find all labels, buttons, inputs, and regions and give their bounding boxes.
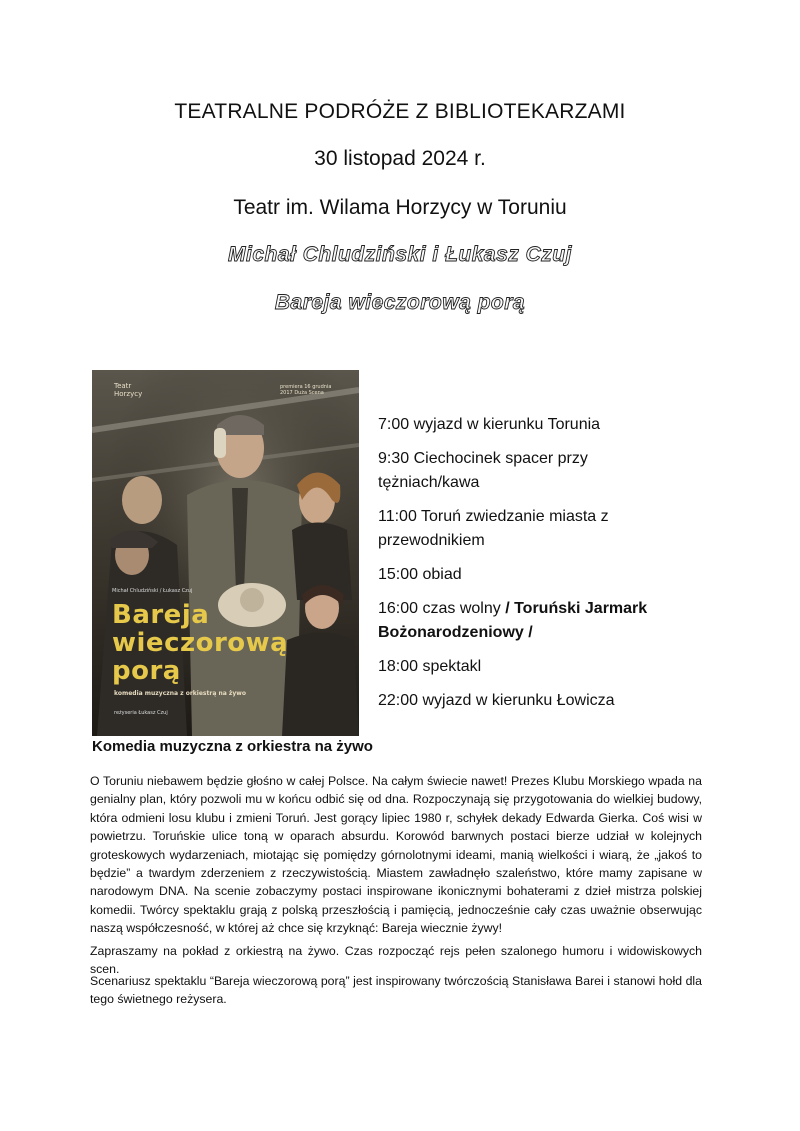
description-paragraph: O Toruniu niebawem będzie głośno w całej Polsce. Na całym świecie nawet! Prezes Klubu Morskiego wpada na genialny plan, który pozwoli mu w końcu odbić się od dna. Rozpoczynają się przygotowania do wielkiej budowy, która odmieni losu klubu i zmieni Toruń. Jest gorący lipiec 1980 r, schyłek dekady Edwarda Gierka. Coś wisi w powietrzu. Toruńskie ulice toną w oparach absurdu. Korowód barwnych postaci bierze udział w kolejnych groteskowych wydarzeniach, miotając się pomiędzy górnolotnymi ideami, manią wielkości i wiarą, że „jakoś to będzie” a twardym zderzeniem z rzeczywistością. Miastem zawładnęło szaleństwo, które mamy zapisane w narodowym DNA. Na scenie zobaczymy postaci inspirowane ikonicznymi bohaterami z dzieł mistrza polskiej komedii. Twórcy spektaklu grają z polską przeszłością i pamięcią, jednocześnie cały czas uważnie obserwując naszą współczesność, w której aż chce się krzyknąć: Bareja wiecznie żywy!: [90, 774, 702, 936]
poster-theatre-logo: Teatr Horzycy: [114, 382, 143, 398]
schedule-item-text: 11:00 Toruń zwiedzanie miasta z przewodnikiem: [378, 508, 609, 549]
schedule-item: [378, 447, 678, 495]
schedule-item: [378, 505, 678, 553]
schedule-item: [378, 413, 678, 437]
show-poster: [92, 370, 359, 736]
schedule-item: [378, 655, 678, 679]
show-title: Bareja wieczorową porą: [274, 291, 526, 314]
section-subtitle: Komedia muzyczna z orkiestra na żywo: [92, 738, 373, 755]
poster-title-line: Bareja: [112, 600, 210, 630]
schedule-item-text: 7:00 wyjazd w kierunku Torunia: [378, 416, 601, 433]
poster-premiere-dates: premiera 16 grudnia 2017 Duża Scena: [280, 384, 332, 396]
schedule-item-text: 15:00 obiad: [378, 566, 462, 583]
schedule-list: [378, 413, 678, 723]
authors-line: Michał Chludziński i Łukasz Czuj: [228, 243, 572, 266]
page-title: TEATRALNE PODRÓŻE Z BIBLIOTEKARZAMI: [174, 100, 626, 123]
poster-director: reżyseria Łukasz Czuj: [114, 710, 168, 716]
poster-subtitle: komedia muzyczna z orkiestrą na żywo: [114, 690, 246, 697]
schedule-item: [378, 563, 678, 587]
script-paragraph: Scenariusz spektaklu “Bareja wieczorową porą” jest inspirowany twórczością Stanisława Barei i stanowi hołd dla tego świetnego reżysera.: [90, 974, 702, 1007]
schedule-item-text: 18:00 spektakl: [378, 658, 482, 675]
schedule-item-bold: / Toruński Jarmark Bożonarodzeniowy /: [378, 600, 648, 641]
theatre-name: Teatr im. Wilama Horzycy w Toruniu: [233, 196, 567, 219]
schedule-item: [378, 597, 678, 645]
poster-title-line: wieczorową: [112, 628, 289, 658]
event-date: 30 listopad 2024 r.: [314, 147, 486, 170]
schedule-item-text: 9:30 Ciechocinek spacer przy tężniach/kawa: [378, 450, 588, 491]
poster-credits: Michał Chludziński / Łukasz Czuj: [112, 588, 193, 594]
schedule-item-text: 16:00 czas wolny: [378, 600, 506, 617]
schedule-item-text: 22:00 wyjazd w kierunku Łowicza: [378, 692, 615, 709]
invitation-paragraph: Zapraszamy na pokład z orkiestrą na żywo. Czas rozpocząć rejs pełen szalonego humoru i widowiskowych scen.: [90, 944, 702, 977]
poster-title-line: porą: [112, 656, 181, 686]
schedule-item: [378, 689, 678, 713]
